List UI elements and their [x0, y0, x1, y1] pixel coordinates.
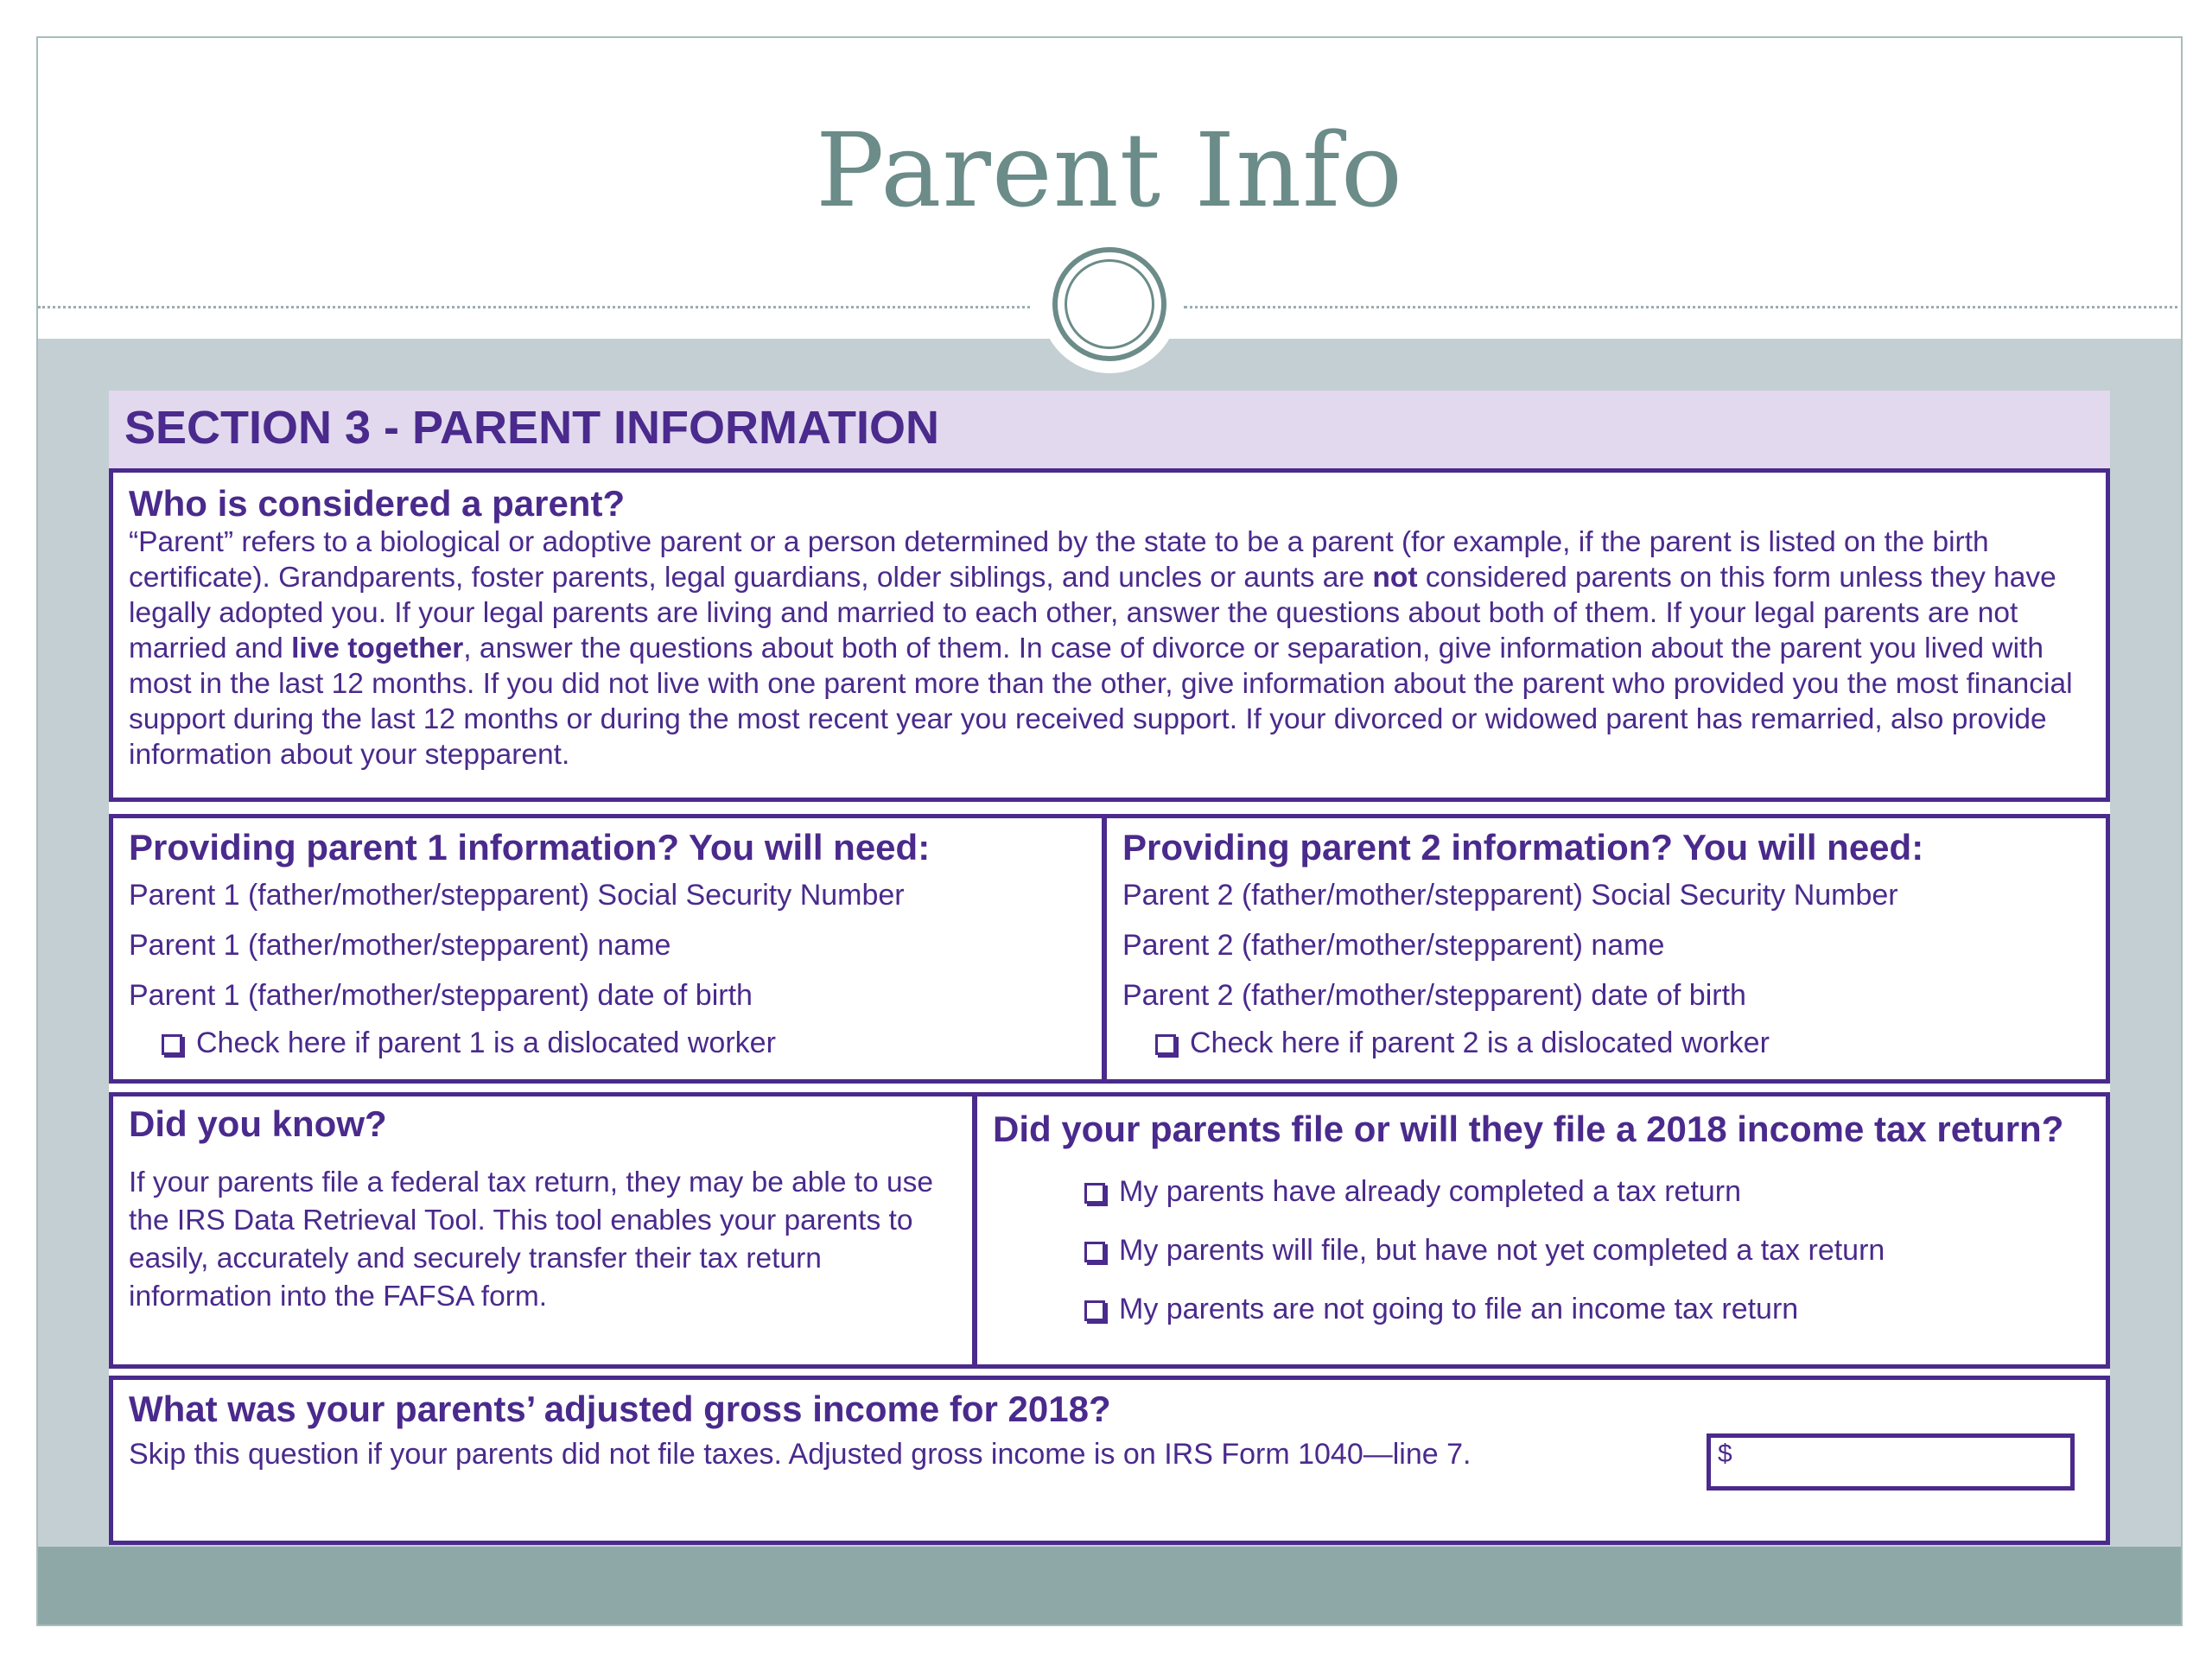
- did-you-know-box: [109, 1092, 976, 1369]
- agi-amount-field[interactable]: [1707, 1433, 2075, 1491]
- parent-1-requirement: Parent 1 (father/mother/stepparent) Social Security Number: [129, 879, 905, 912]
- parent-1-heading: Providing parent 1 information? You will need:: [129, 827, 931, 868]
- parent-1-box: [109, 814, 1106, 1084]
- parent-2-dislocated-worker-label: Check here if parent 2 is a dislocated worker: [1190, 1027, 1770, 1060]
- agi-heading: What was your parents’ adjusted gross income for 2018?: [129, 1389, 1111, 1429]
- slide-footer: [38, 1547, 2181, 1624]
- title-divider-right: [1184, 306, 2183, 308]
- parent-information-form: [109, 391, 2110, 1545]
- parent-2-dislocated-worker-checkbox[interactable]: [1155, 1034, 1176, 1055]
- slide: [36, 36, 2183, 1626]
- parent-1-dislocated-worker-option[interactable]: [129, 1020, 1086, 1065]
- tax-filing-option-will-file[interactable]: [993, 1221, 2090, 1280]
- tax-filing-option-label: My parents have already completed a tax return: [1119, 1175, 1742, 1209]
- tax-filing-checkbox[interactable]: [1084, 1183, 1105, 1204]
- who-text-part-1: “Parent” refers to a biological or adoptive parent or a person determined by the state to be a parent (for example, if the parent is listed on the birth certificate). Grandparents, foster parents, legal guardians, older siblings, and uncles or aunts are: [129, 526, 1989, 594]
- parent-1-requirement: Parent 1 (father/mother/stepparent) date of birth: [129, 979, 753, 1013]
- who-text-bold-not: not: [1372, 562, 1418, 594]
- agi-instructions: Skip this question if your parents did not file taxes. Adjusted gross income is on IRS Form 1040—line 7.: [129, 1438, 1471, 1471]
- ornament-ring: [1052, 247, 1166, 361]
- agi-box: [109, 1376, 2110, 1545]
- parent-2-box: [1103, 814, 2110, 1084]
- who-is-parent-box: [109, 468, 2110, 802]
- parent-1-dislocated-worker-label: Check here if parent 1 is a dislocated worker: [196, 1027, 776, 1060]
- slide-title: Parent Info: [816, 111, 1403, 230]
- section-title: SECTION 3 - PARENT INFORMATION: [124, 402, 939, 454]
- did-you-know-heading: Did you know?: [129, 1103, 387, 1144]
- circle-ornament-icon: [1040, 235, 1179, 373]
- tax-filing-checkbox[interactable]: [1084, 1242, 1105, 1262]
- section-header: [109, 391, 2110, 468]
- parent-1-requirement: Parent 1 (father/mother/stepparent) name: [129, 929, 671, 963]
- parent-2-dislocated-worker-option[interactable]: [1122, 1020, 2090, 1065]
- parent-2-requirement: Parent 2 (father/mother/stepparent) name: [1122, 929, 1665, 963]
- tax-filing-box: [973, 1092, 2110, 1369]
- parent-2-heading: Providing parent 2 information? You will need:: [1122, 827, 1924, 868]
- parent-2-requirement: Parent 2 (father/mother/stepparent) date of birth: [1122, 979, 1746, 1013]
- tax-filing-option-completed[interactable]: [993, 1162, 2090, 1221]
- parent-1-dislocated-worker-checkbox[interactable]: [162, 1034, 182, 1055]
- did-you-know-text: If your parents file a federal tax return, they may be able to use the IRS Data Retrieval Tool. This tool enables your parents to easily, accurately and securely transfer their tax return information into the FAFSA form.: [129, 1166, 934, 1313]
- tax-filing-option-label: My parents are not going to file an income tax return: [1119, 1293, 1799, 1326]
- who-is-parent-text: [129, 524, 2090, 772]
- tax-filing-options: [993, 1162, 2090, 1338]
- tax-filing-checkbox[interactable]: [1084, 1300, 1105, 1321]
- who-is-parent-heading: Who is considered a parent?: [129, 483, 626, 524]
- ornament-ring-inner: [1065, 259, 1154, 349]
- who-text-bold-live-together: live together: [291, 632, 464, 665]
- tax-filing-option-not-filing[interactable]: [993, 1280, 2090, 1338]
- tax-filing-option-label: My parents will file, but have not yet completed a tax return: [1119, 1234, 1885, 1268]
- who-text-part-2: considered parents on this form unless they have legally adopted you. If your legal parents are living and married to each other, answer the questions about both of them. If your legal parents are not married and: [129, 562, 2056, 665]
- who-text-part-3: , answer the questions about both of them. In case of divorce or separation, give information about the parent you lived with most in the last 12 months. If you did not live with one parent more than the other, give information about the parent who provided you the most financial support during the last 12 months or during the most recent year you received support. If your divorced or widowed parent has remarried, also provide information about your stepparent.: [129, 632, 2073, 772]
- agi-currency-prefix: $: [1718, 1440, 1732, 1468]
- parent-2-requirement: Parent 2 (father/mother/stepparent) Social Security Number: [1122, 879, 1898, 912]
- tax-filing-heading: Did your parents file or will they file a 2018 income tax return?: [993, 1109, 2064, 1149]
- title-divider-left: [38, 306, 1030, 308]
